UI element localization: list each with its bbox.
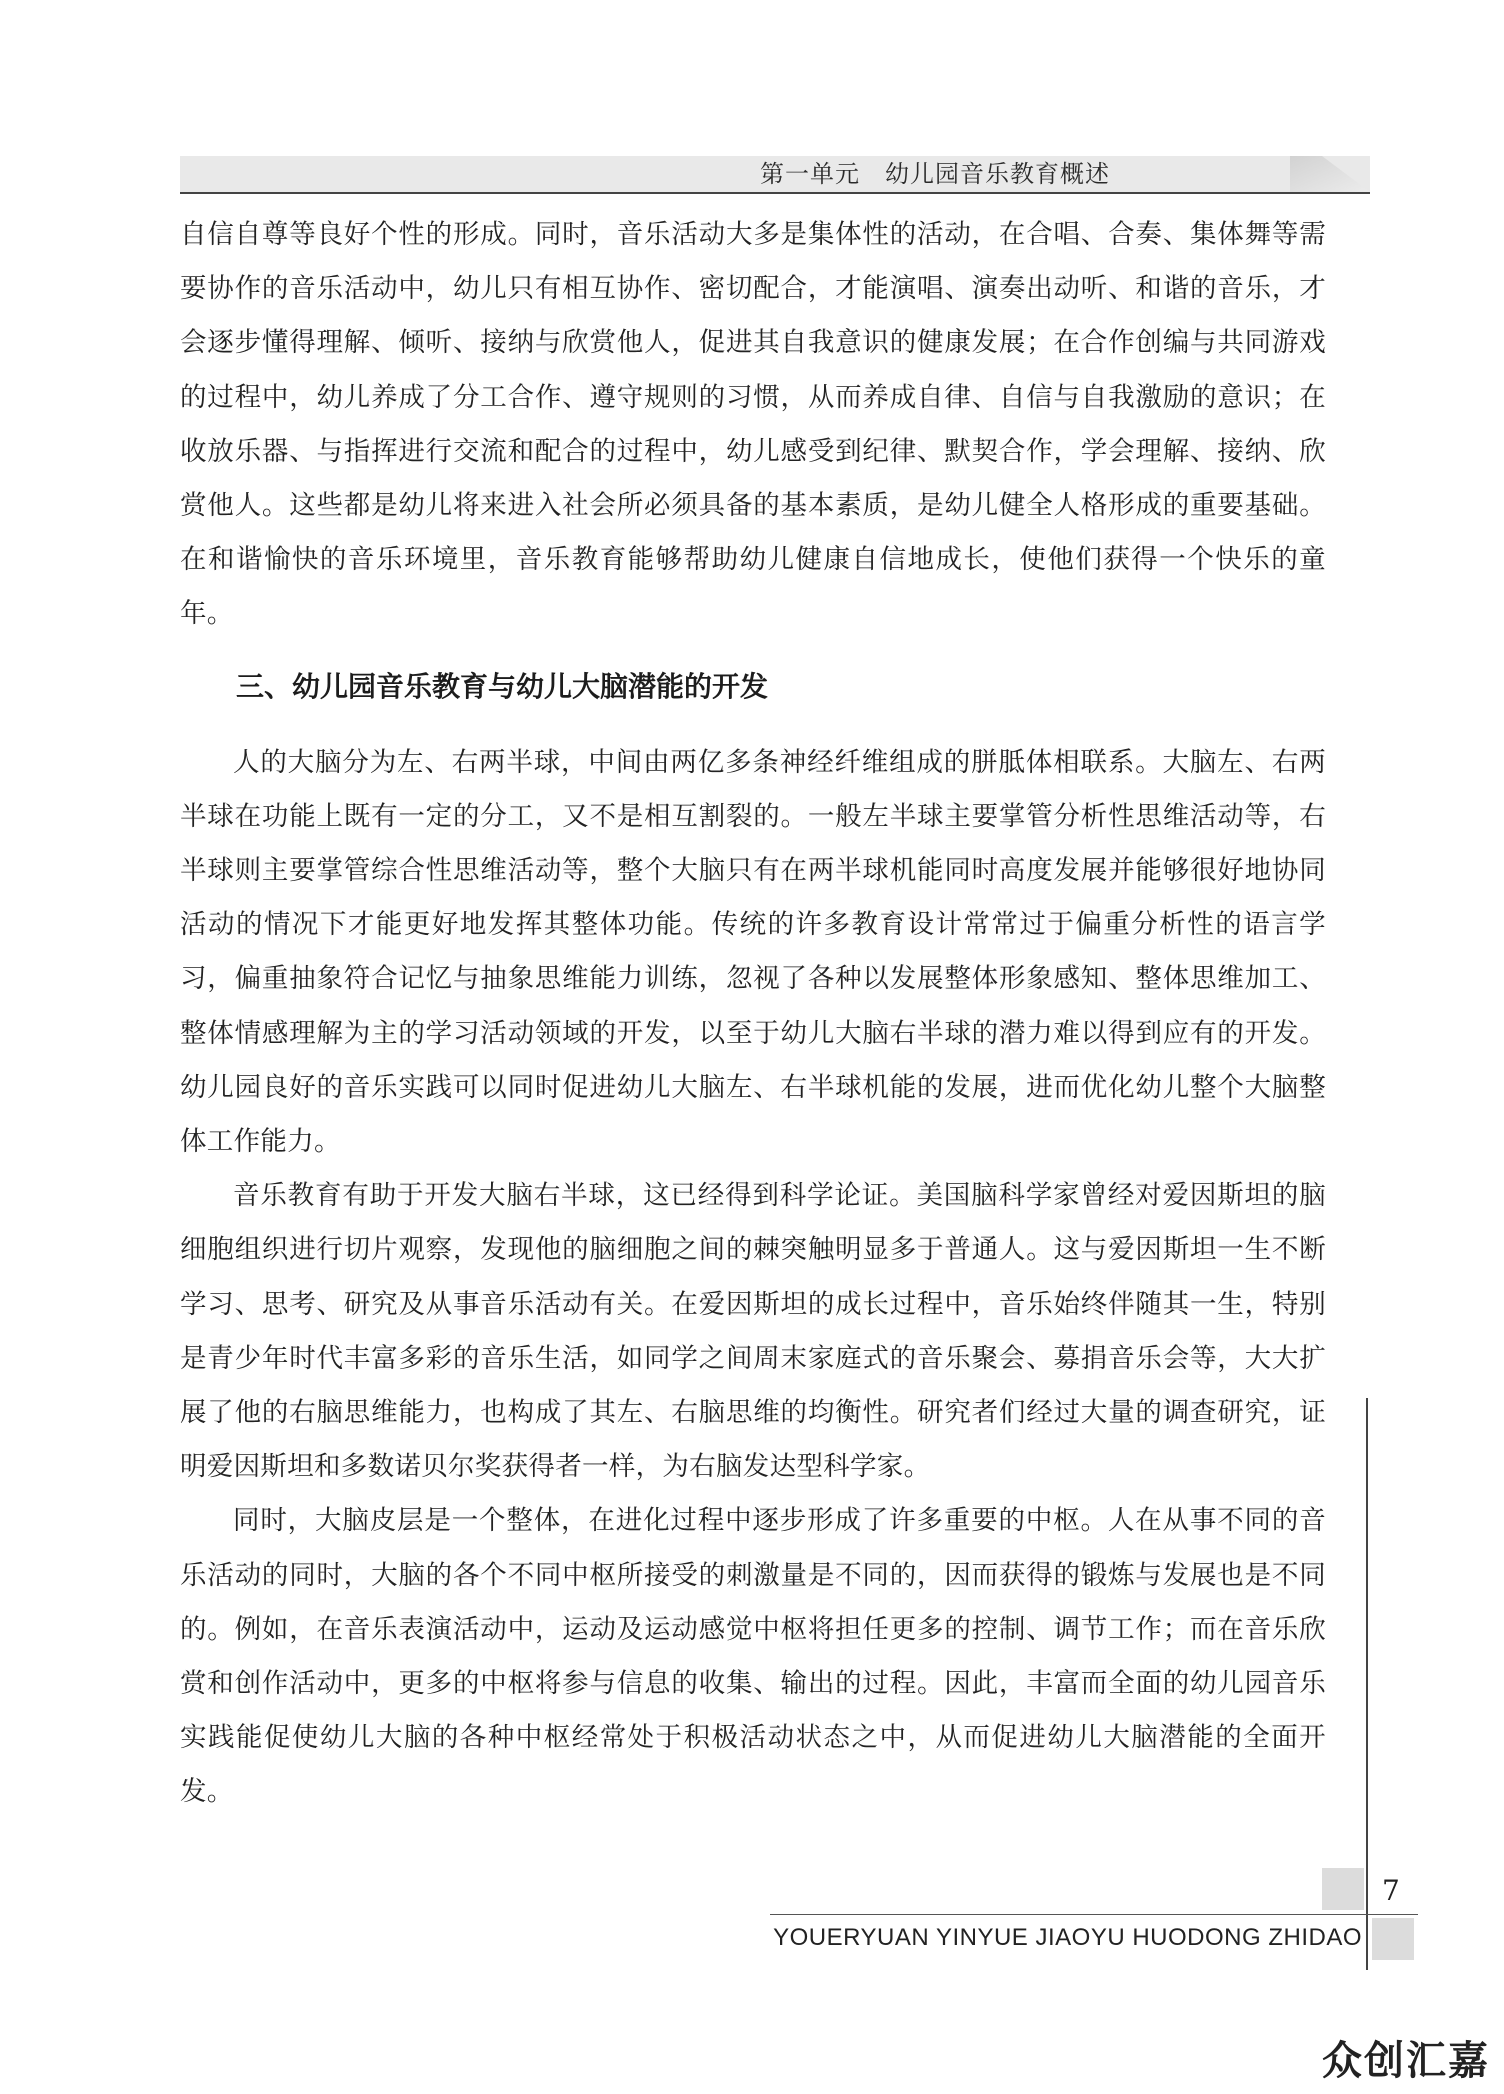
watermark: 众创汇嘉: [1322, 2038, 1490, 2084]
margin-rule: [1366, 1398, 1368, 1970]
decor-square: [1372, 1918, 1414, 1960]
header-rule: [180, 192, 1370, 194]
footer-rule: [770, 1914, 1418, 1915]
paragraph-2: 人的大脑分为左、右两半球，中间由两亿多条神经纤维组成的胼胝体相联系。大脑左、右两半球在功能上既有一定的分工，又不是相互割裂的。一般左半球主要掌管分析性思维活动等，右半球则主要掌管综合性思维活动等，整个大脑只有在两半球机能同时高度发展并能够很好地协同活动的情况下才能更好地发挥其整体功能。传统的许多教育设计常常过于偏重分析性的语言学习，偏重抽象符合记忆与抽象思维能力训练，忽视了各种以发展整体形象感知、整体思维加工、整体情感理解为主的学习活动领域的开发，以至于幼儿大脑右半球的潜力难以得到应有的开发。幼儿园良好的音乐实践可以同时促进幼儿大脑左、右半球机能的发展，进而优化幼儿整个大脑整体工作能力。: [180, 746, 1326, 1158]
series-title: YOUERYUAN YINYUE JIAOYU HUODONG ZHIDAO: [773, 1924, 1362, 1951]
paragraph-1: 自信自尊等良好个性的形成。同时，音乐活动大多是集体性的活动，在合唱、合奏、集体舞等需要协作的音乐活动中，幼儿只有相互协作、密切配合，才能演唱、演奏出动听、和谐的音乐，才会逐步懂得理解、倾听、接纳与欣赏他人，促进其自我意识的健康发展；在合作创编与共同游戏的过程中，幼儿养成了分工合作、遵守规则的习惯，从而养成自律、自信与自我激励的意识；在收放乐器、与指挥进行交流和配合的过程中，幼儿感受到纪律、默契合作，学会理解、接纳、欣赏他人。这些都是幼儿将来进入社会所必须具备的基本素质，是幼儿健全人格形成的重要基础。在和谐愉快的音乐环境里，音乐教育能够帮助幼儿健康自信地成长，使他们获得一个快乐的童年。: [180, 219, 1326, 630]
decor-square: [1322, 1868, 1364, 1910]
section-heading: 三、幼儿园音乐教育与幼儿大脑潜能的开发: [236, 669, 769, 703]
page-number: 7: [1382, 1874, 1400, 1907]
page-body: [180, 208, 1326, 1820]
paragraph-4: 同时，大脑皮层是一个整体，在进化过程中逐步形成了许多重要的中枢。人在从事不同的音乐活动的同时，大脑的各个不同中枢所接受的刺激量是不同的，因而获得的锻炼与发展也是不同的。例如，在音乐表演活动中，运动及运动感觉中枢将担任更多的控制、调节工作；而在音乐欣赏和创作活动中，更多的中枢将参与信息的收集、输出的过程。因此，丰富而全面的幼儿园音乐实践能促使幼儿大脑的各种中枢经常处于积极活动状态之中，从而促进幼儿大脑潜能的全面开发。: [180, 1505, 1326, 1808]
chapter-title: 第一单元 幼儿园音乐教育概述: [760, 160, 1110, 188]
paragraph-3: 音乐教育有助于开发大脑右半球，这已经得到科学论证。美国脑科学家曾经对爱因斯坦的脑细胞组织进行切片观察，发现他的脑细胞之间的棘突触明显多于普通人。这与爱因斯坦一生不断学习、思考、研究及从事音乐活动有关。在爱因斯坦的成长过程中，音乐始终伴随其一生，特别是青少年时代丰富多彩的音乐生活，如同学之间周末家庭式的音乐聚会、募捐音乐会等，大大扩展了他的右脑思维能力，也构成了其左、右脑思维的均衡性。研究者们经过大量的调查研究，证明爱因斯坦和多数诺贝尔奖获得者一样，为右脑发达型科学家。: [180, 1180, 1326, 1483]
